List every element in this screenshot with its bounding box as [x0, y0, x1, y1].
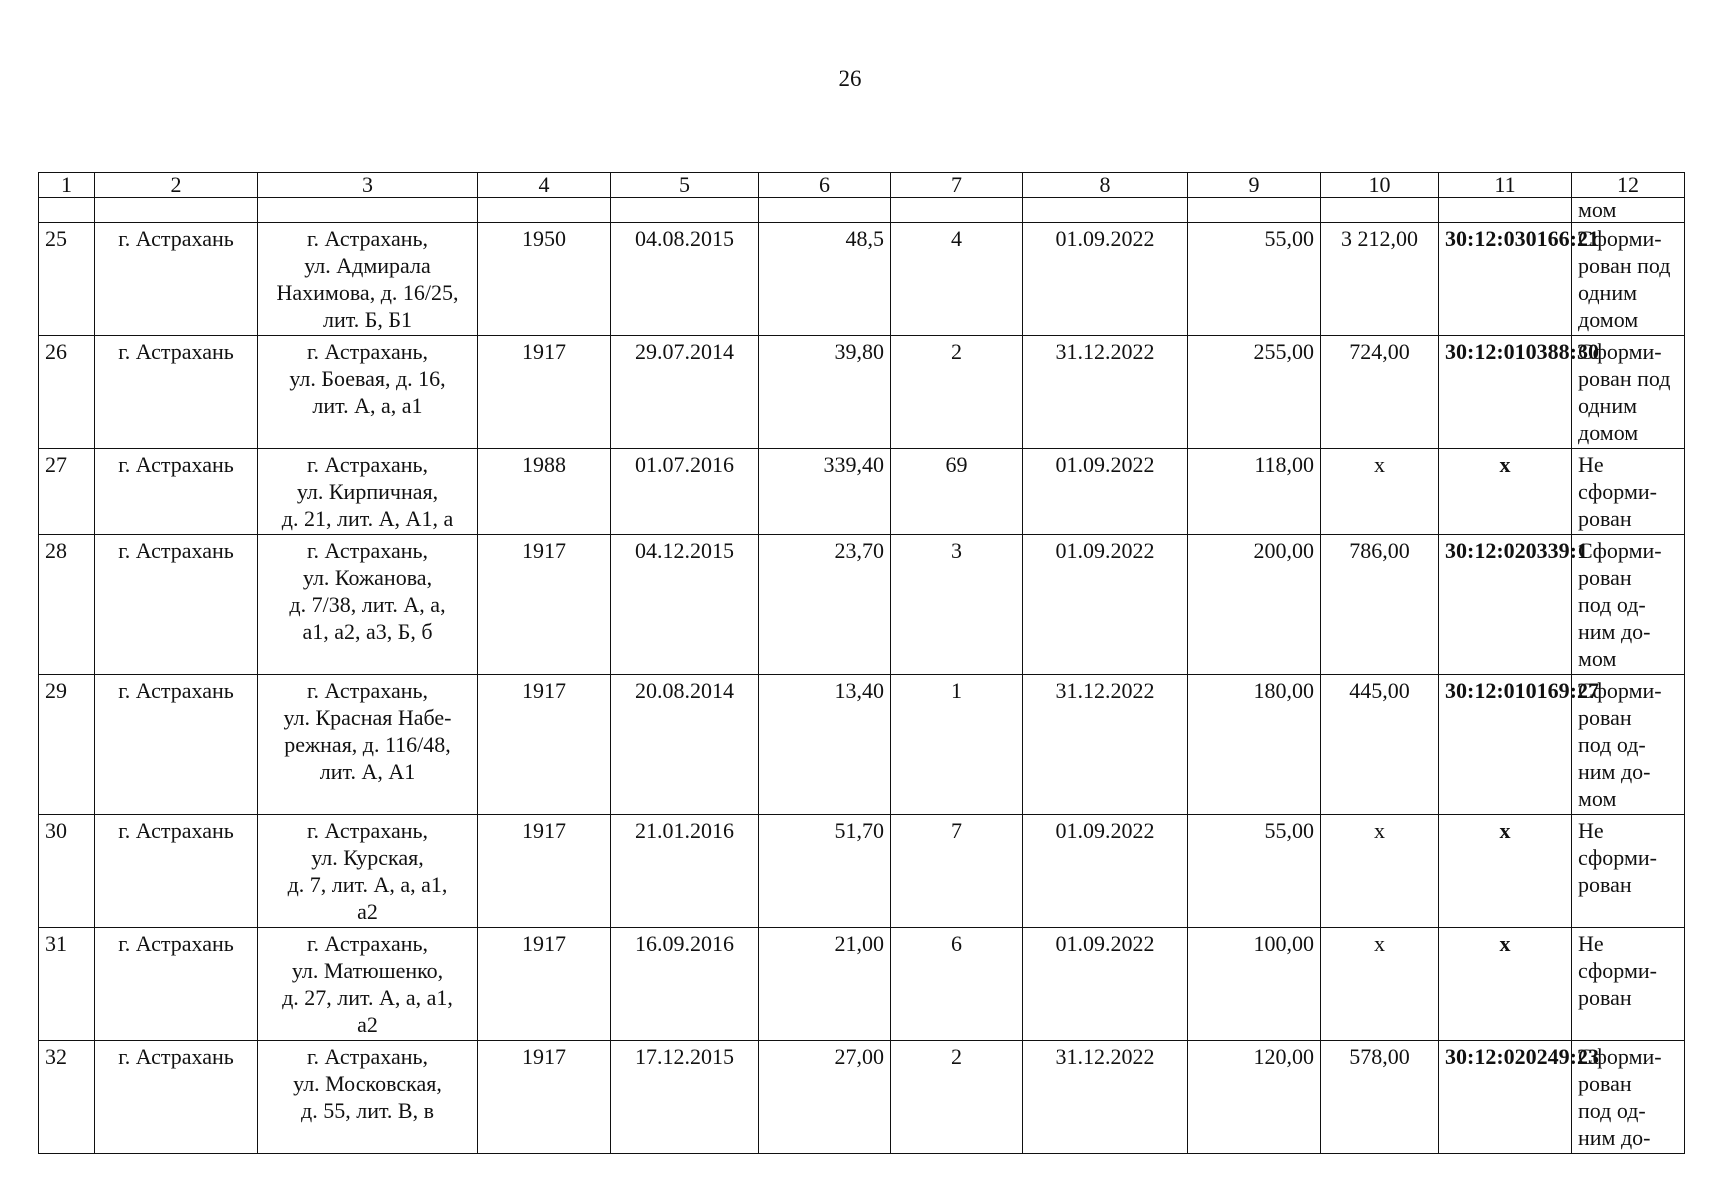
land-status: Сформи- рован под од- ним до-: [1572, 1041, 1685, 1154]
land-area: 786,00: [1321, 535, 1439, 675]
year-built: 1917: [478, 815, 611, 928]
cadastral-number: х: [1439, 928, 1572, 1041]
cadastral-number: х: [1439, 449, 1572, 535]
housing-register-table: [38, 172, 1685, 1154]
city: г. Астрахань: [95, 1041, 258, 1154]
empty-cell: [759, 198, 891, 223]
empty-cell: [1439, 198, 1572, 223]
resident-count: 4: [891, 223, 1023, 336]
table-row: [39, 1041, 1685, 1154]
city: г. Астрахань: [95, 815, 258, 928]
deadline-date: 31.12.2022: [1023, 675, 1188, 815]
row-number: 31: [39, 928, 95, 1041]
area: 39,80: [759, 336, 891, 449]
empty-cell: [1023, 198, 1188, 223]
year-built: 1917: [478, 1041, 611, 1154]
table-row: [39, 336, 1685, 449]
recognition-date: 20.08.2014: [611, 675, 759, 815]
address: г. Астрахань, ул. Адмирала Нахимова, д. 16/25, лит. Б, Б1: [258, 223, 478, 336]
recognition-date: 01.07.2016: [611, 449, 759, 535]
deadline-date: 01.09.2022: [1023, 223, 1188, 336]
column-number: 10: [1321, 173, 1439, 198]
area: 13,40: [759, 675, 891, 815]
table-row: [39, 223, 1685, 336]
row-number: 32: [39, 1041, 95, 1154]
deadline-date: 01.09.2022: [1023, 449, 1188, 535]
row-number: 29: [39, 675, 95, 815]
column-number: 4: [478, 173, 611, 198]
address: г. Астрахань, ул. Курская, д. 7, лит. А, а, а1, а2: [258, 815, 478, 928]
empty-cell: [95, 198, 258, 223]
column-number: 11: [1439, 173, 1572, 198]
column-number: 12: [1572, 173, 1685, 198]
recognition-date: 17.12.2015: [611, 1041, 759, 1154]
address: г. Астрахань, ул. Московская, д. 55, лит. В, в: [258, 1041, 478, 1154]
row-number: 27: [39, 449, 95, 535]
resident-count: 2: [891, 1041, 1023, 1154]
rate: 55,00: [1188, 815, 1321, 928]
cadastral-number: 30:12:010169:27: [1439, 675, 1572, 815]
rate: 55,00: [1188, 223, 1321, 336]
table-row: [39, 535, 1685, 675]
area: 339,40: [759, 449, 891, 535]
area: 23,70: [759, 535, 891, 675]
rate: 118,00: [1188, 449, 1321, 535]
area: 51,70: [759, 815, 891, 928]
land-area: 724,00: [1321, 336, 1439, 449]
area: 27,00: [759, 1041, 891, 1154]
resident-count: 2: [891, 336, 1023, 449]
rate: 200,00: [1188, 535, 1321, 675]
empty-cell: [258, 198, 478, 223]
cadastral-number: 30:12:030166:21: [1439, 223, 1572, 336]
cadastral-number: 30:12:020249:23: [1439, 1041, 1572, 1154]
empty-cell: [1321, 198, 1439, 223]
column-number-row: [39, 173, 1685, 198]
row-number: 28: [39, 535, 95, 675]
continuation-row: [39, 198, 1685, 223]
resident-count: 3: [891, 535, 1023, 675]
land-area: х: [1321, 815, 1439, 928]
empty-cell: [611, 198, 759, 223]
resident-count: 69: [891, 449, 1023, 535]
empty-cell: [478, 198, 611, 223]
table-row: [39, 449, 1685, 535]
area: 48,5: [759, 223, 891, 336]
row-number: 30: [39, 815, 95, 928]
city: г. Астрахань: [95, 535, 258, 675]
land-area: 578,00: [1321, 1041, 1439, 1154]
column-number: 8: [1023, 173, 1188, 198]
land-area: 3 212,00: [1321, 223, 1439, 336]
empty-cell: [1188, 198, 1321, 223]
deadline-date: 01.09.2022: [1023, 535, 1188, 675]
deadline-date: 01.09.2022: [1023, 928, 1188, 1041]
land-status: Не сформи- рован: [1572, 449, 1685, 535]
cadastral-number: х: [1439, 815, 1572, 928]
column-number: 7: [891, 173, 1023, 198]
land-status: Сформи- рован под од- ним до- мом: [1572, 675, 1685, 815]
area: 21,00: [759, 928, 891, 1041]
table-row: [39, 815, 1685, 928]
row-number: 26: [39, 336, 95, 449]
resident-count: 6: [891, 928, 1023, 1041]
cadastral-number: 30:12:010388:30: [1439, 336, 1572, 449]
city: г. Астрахань: [95, 928, 258, 1041]
land-status: Не сформи- рован: [1572, 928, 1685, 1041]
address: г. Астрахань, ул. Боевая, д. 16, лит. А, а, а1: [258, 336, 478, 449]
column-number: 1: [39, 173, 95, 198]
rate: 100,00: [1188, 928, 1321, 1041]
city: г. Астрахань: [95, 223, 258, 336]
table-row: [39, 928, 1685, 1041]
deadline-date: 31.12.2022: [1023, 336, 1188, 449]
page-number: 26: [838, 66, 862, 91]
column-number: 2: [95, 173, 258, 198]
column-number: 9: [1188, 173, 1321, 198]
rate: 180,00: [1188, 675, 1321, 815]
rate: 255,00: [1188, 336, 1321, 449]
year-built: 1917: [478, 675, 611, 815]
year-built: 1917: [478, 336, 611, 449]
land-status: Не сформи- рован: [1572, 815, 1685, 928]
recognition-date: 04.12.2015: [611, 535, 759, 675]
year-built: 1917: [478, 928, 611, 1041]
address: г. Астрахань, ул. Кожанова, д. 7/38, лит. А, а, а1, а2, а3, Б, б: [258, 535, 478, 675]
city: г. Астрахань: [95, 449, 258, 535]
row-number: 25: [39, 223, 95, 336]
city: г. Астрахань: [95, 675, 258, 815]
land-area: х: [1321, 928, 1439, 1041]
address: г. Астрахань, ул. Матюшенко, д. 27, лит. А, а, а1, а2: [258, 928, 478, 1041]
land-status: Сформи- рован под одним домом: [1572, 336, 1685, 449]
deadline-date: 01.09.2022: [1023, 815, 1188, 928]
recognition-date: 04.08.2015: [611, 223, 759, 336]
resident-count: 7: [891, 815, 1023, 928]
table-row: [39, 675, 1685, 815]
rate: 120,00: [1188, 1041, 1321, 1154]
land-status: Сформи- рован под одним домом: [1572, 223, 1685, 336]
city: г. Астрахань: [95, 336, 258, 449]
recognition-date: 16.09.2016: [611, 928, 759, 1041]
continuation-text: мом: [1572, 198, 1685, 223]
address: г. Астрахань, ул. Красная Набе- режная, д. 116/48, лит. А, А1: [258, 675, 478, 815]
deadline-date: 31.12.2022: [1023, 1041, 1188, 1154]
column-number: 5: [611, 173, 759, 198]
land-status: Сформи- рован под од- ним до- мом: [1572, 535, 1685, 675]
land-area: х: [1321, 449, 1439, 535]
column-number: 6: [759, 173, 891, 198]
resident-count: 1: [891, 675, 1023, 815]
year-built: 1917: [478, 535, 611, 675]
year-built: 1988: [478, 449, 611, 535]
recognition-date: 29.07.2014: [611, 336, 759, 449]
land-area: 445,00: [1321, 675, 1439, 815]
empty-cell: [891, 198, 1023, 223]
address: г. Астрахань, ул. Кирпичная, д. 21, лит. А, А1, а: [258, 449, 478, 535]
recognition-date: 21.01.2016: [611, 815, 759, 928]
column-number: 3: [258, 173, 478, 198]
empty-cell: [39, 198, 95, 223]
cadastral-number: 30:12:020339:1: [1439, 535, 1572, 675]
year-built: 1950: [478, 223, 611, 336]
